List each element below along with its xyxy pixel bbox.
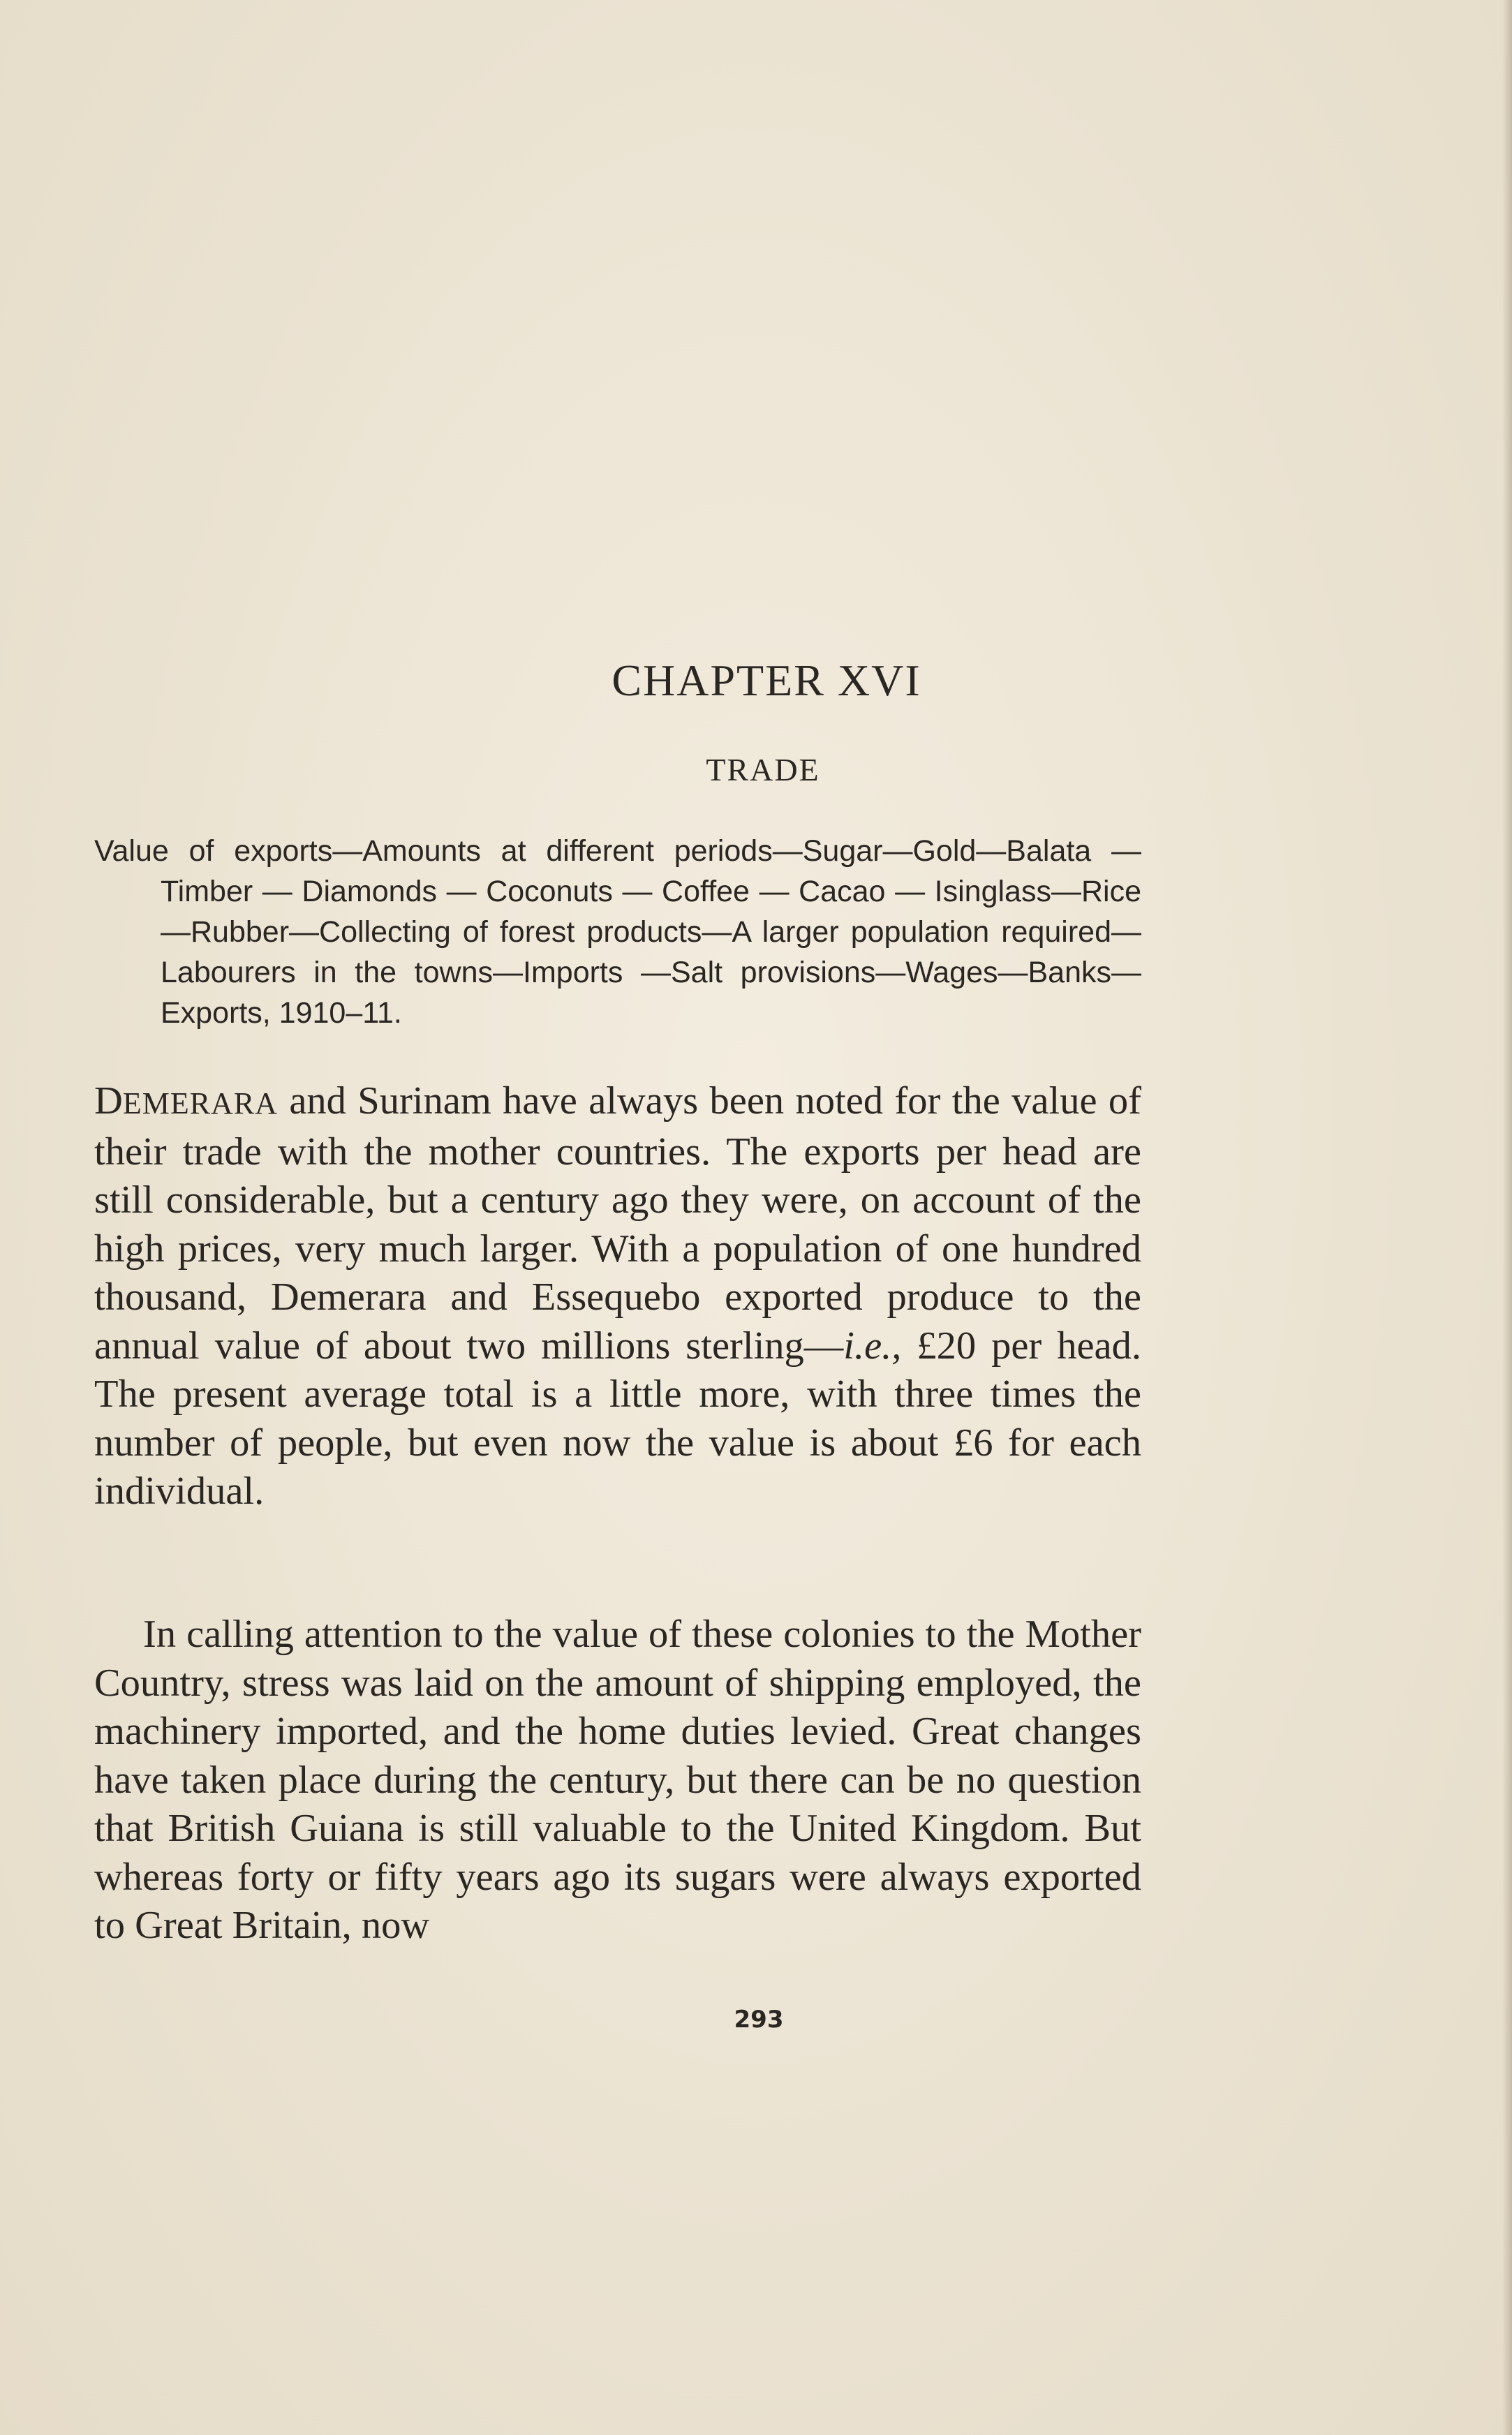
chapter-heading: CHAPTER XVI: [612, 656, 921, 705]
small-caps-opening-initial: D: [94, 1079, 123, 1123]
paragraph-1-text-b: £20 per head. The present average total is a little more, with three times the number of people, but even now the value is about £6 for each individual.: [94, 1324, 1141, 1513]
small-caps-opening-rest: EMERARA: [122, 1086, 278, 1120]
paragraph-1-italic: i.e.,: [843, 1324, 902, 1368]
page-number: 293: [734, 2006, 784, 2034]
chapter-subtitle: TRADE: [706, 752, 820, 787]
chapter-synopsis: Value of exports—Amounts at different periods—Sugar—Gold—Balata — Timber — Diamonds — Coconuts — Coffee — Cacao — Isinglass—Rice—Rubber—Collecting of forest products—A larger population required—Labourers in the towns—Imports —Salt provisions—Wages—Banks—Exports, 1910–11.: [94, 834, 1141, 1030]
paragraph-1-text-a: and Surinam have always been noted for the value of their trade with the mother countries. The exports per head are still considerable, but a century ago they were, on account of the high prices, very much larger. With a population of one hundred thousand, Demerara and Essequebo exported produce to the annual value of about two millions sterling—: [94, 1079, 1141, 1368]
page-edge-shadow: [1502, 0, 1512, 2435]
paragraph-2: In calling attention to the value of these colonies to the Mother Country, stress was laid on the amount of shipping employed, the machinery imported, and the home duties levied. Great changes have taken place during the century, but there can be no question that British Guiana is still valuable to the United Kingdom. But whereas forty or fifty years ago its sugars were always exported to Great Britain, now: [94, 1613, 1141, 1947]
paragraph-1: [94, 1077, 1141, 1516]
